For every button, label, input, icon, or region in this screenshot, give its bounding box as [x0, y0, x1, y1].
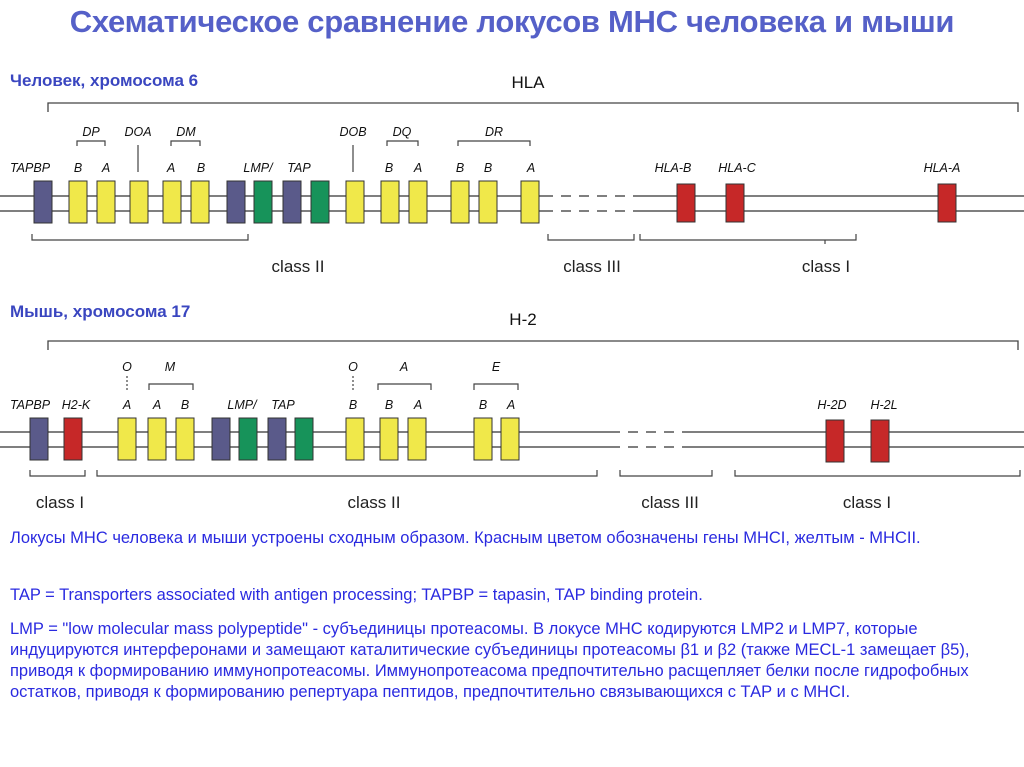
- gene-box-class2: [479, 181, 497, 223]
- mouse-locus: [0, 310, 1024, 512]
- gene-label: A: [101, 161, 111, 175]
- gene-box-class2: [346, 181, 364, 223]
- gene-box-class1: [871, 420, 889, 462]
- gene-label: A: [413, 398, 423, 412]
- gene-box-class2: [346, 418, 364, 460]
- gene-label: H-2L: [870, 398, 898, 412]
- note-colors: Локусы МНС человека и мыши устроены сходным образом. Красным цветом обозначены гены МНСI, желтым - МНСII.: [10, 529, 921, 547]
- gene-label: TAPBP: [9, 161, 51, 175]
- note-lmp: LMP = "low molecular mass polypeptide" - субъединицы протеасомы. В локусе МНС кодируются LMP2 и LMP7, которые индуцируются интерферонами и замещают каталитические субъединицы протеасомы β1 и β2 (также MECL-1 замещает β5), приводя к формированию иммунопротеасомы. Иммунопротеасома предпочтительно расщепляет белки после гидрофобных остатков, приводя к формированию репертуара пептидов, предпочтительно связывающихся с ТАР и с МНСI.: [10, 620, 970, 701]
- gene-label: HLA-A: [923, 161, 961, 175]
- group-label-dm: DM: [176, 125, 196, 139]
- class-label: class I: [35, 493, 85, 512]
- gene-label: A: [122, 398, 132, 412]
- human-heading: Человек, хромосома 6: [10, 71, 199, 90]
- gene-box-class2: [474, 418, 492, 460]
- gene-box-class1: [64, 418, 82, 460]
- gene-box-tap: [254, 181, 272, 223]
- gene-box-class2: [148, 418, 166, 460]
- gene-label: B: [455, 161, 465, 175]
- gene-box-class2: [521, 181, 539, 223]
- gene-box-class2: [501, 418, 519, 460]
- gene-label: TAPBP: [9, 398, 51, 412]
- gene-label: A: [166, 161, 176, 175]
- group-label-dp: DP: [82, 125, 100, 139]
- gene-label: TAP: [287, 161, 311, 175]
- gene-box-tap: [311, 181, 329, 223]
- gene-box-tapbp: [30, 418, 48, 460]
- gene-label: A: [152, 398, 162, 412]
- gene-box-lmp: [212, 418, 230, 460]
- class-label: class III: [641, 493, 699, 512]
- gene-label: B: [384, 161, 394, 175]
- gene-box-class2: [69, 181, 87, 223]
- gene-label: H-2D: [817, 398, 847, 412]
- gene-label: HLA-B: [654, 161, 692, 175]
- gene-box-lmp: [268, 418, 286, 460]
- class-label: class III: [563, 257, 621, 276]
- gene-label: B: [384, 398, 394, 412]
- slide-title: Схематическое сравнение локусов МНС человека и мыши: [69, 4, 955, 39]
- group-label-doa: DOA: [124, 125, 152, 139]
- gene-box-class2: [163, 181, 181, 223]
- gene-label: LMP/: [227, 398, 257, 412]
- class-label: class II: [347, 493, 401, 512]
- gene-box-class2: [409, 181, 427, 223]
- gene-box-tap: [239, 418, 257, 460]
- gene-label: B: [348, 398, 358, 412]
- hla-bracket: [48, 103, 1018, 112]
- gene-box-lmp: [227, 181, 245, 223]
- gene-box-class1: [938, 184, 956, 222]
- gene-box-lmp: [283, 181, 301, 223]
- group-label-dr: DR: [484, 125, 504, 139]
- group-label-dob: DOB: [339, 125, 367, 139]
- group-label-m: M: [164, 360, 176, 374]
- mouse-heading: Мышь, хромосома 17: [10, 302, 191, 321]
- group-label-e: E: [491, 360, 501, 374]
- gene-box-class1: [826, 420, 844, 462]
- group-label-o: O: [122, 360, 132, 374]
- gene-box-tap: [295, 418, 313, 460]
- gene-box-class2: [118, 418, 136, 460]
- gene-box-class2: [451, 181, 469, 223]
- gene-label: A: [506, 398, 516, 412]
- gene-label: B: [483, 161, 493, 175]
- gene-box-class1: [677, 184, 695, 222]
- gene-box-class2: [408, 418, 426, 460]
- gene-box-class2: [191, 181, 209, 223]
- group-label-o: O: [348, 360, 358, 374]
- class-label: class I: [801, 257, 851, 276]
- gene-label: B: [478, 398, 488, 412]
- gene-label: HLA-C: [718, 161, 756, 175]
- gene-label: LMP/: [243, 161, 273, 175]
- human-region-label: HLA: [511, 73, 545, 92]
- class-label: class I: [842, 493, 892, 512]
- class-label: class II: [271, 257, 325, 276]
- gene-label: TAP: [271, 398, 295, 412]
- note-tap: TAP = Transporters associated with antigen processing; TAPBP = tapasin, TAP binding protein.: [10, 586, 703, 604]
- gene-box-class1: [726, 184, 744, 222]
- h2-bracket: [48, 341, 1018, 350]
- human-locus: [0, 73, 1024, 276]
- gene-box-class2: [130, 181, 148, 223]
- gene-label: B: [180, 398, 190, 412]
- gene-box-class2: [97, 181, 115, 223]
- group-label-dq: DQ: [392, 125, 412, 139]
- group-label-a: A: [399, 360, 409, 374]
- gene-label: A: [413, 161, 423, 175]
- gene-label: A: [526, 161, 536, 175]
- gene-box-class2: [381, 181, 399, 223]
- gene-label: B: [73, 161, 83, 175]
- gene-box-class2: [176, 418, 194, 460]
- gene-label: H2-K: [61, 398, 91, 412]
- mouse-region-label: H-2: [509, 310, 537, 329]
- gene-label: B: [196, 161, 206, 175]
- gene-box-tapbp: [34, 181, 52, 223]
- gene-box-class2: [380, 418, 398, 460]
